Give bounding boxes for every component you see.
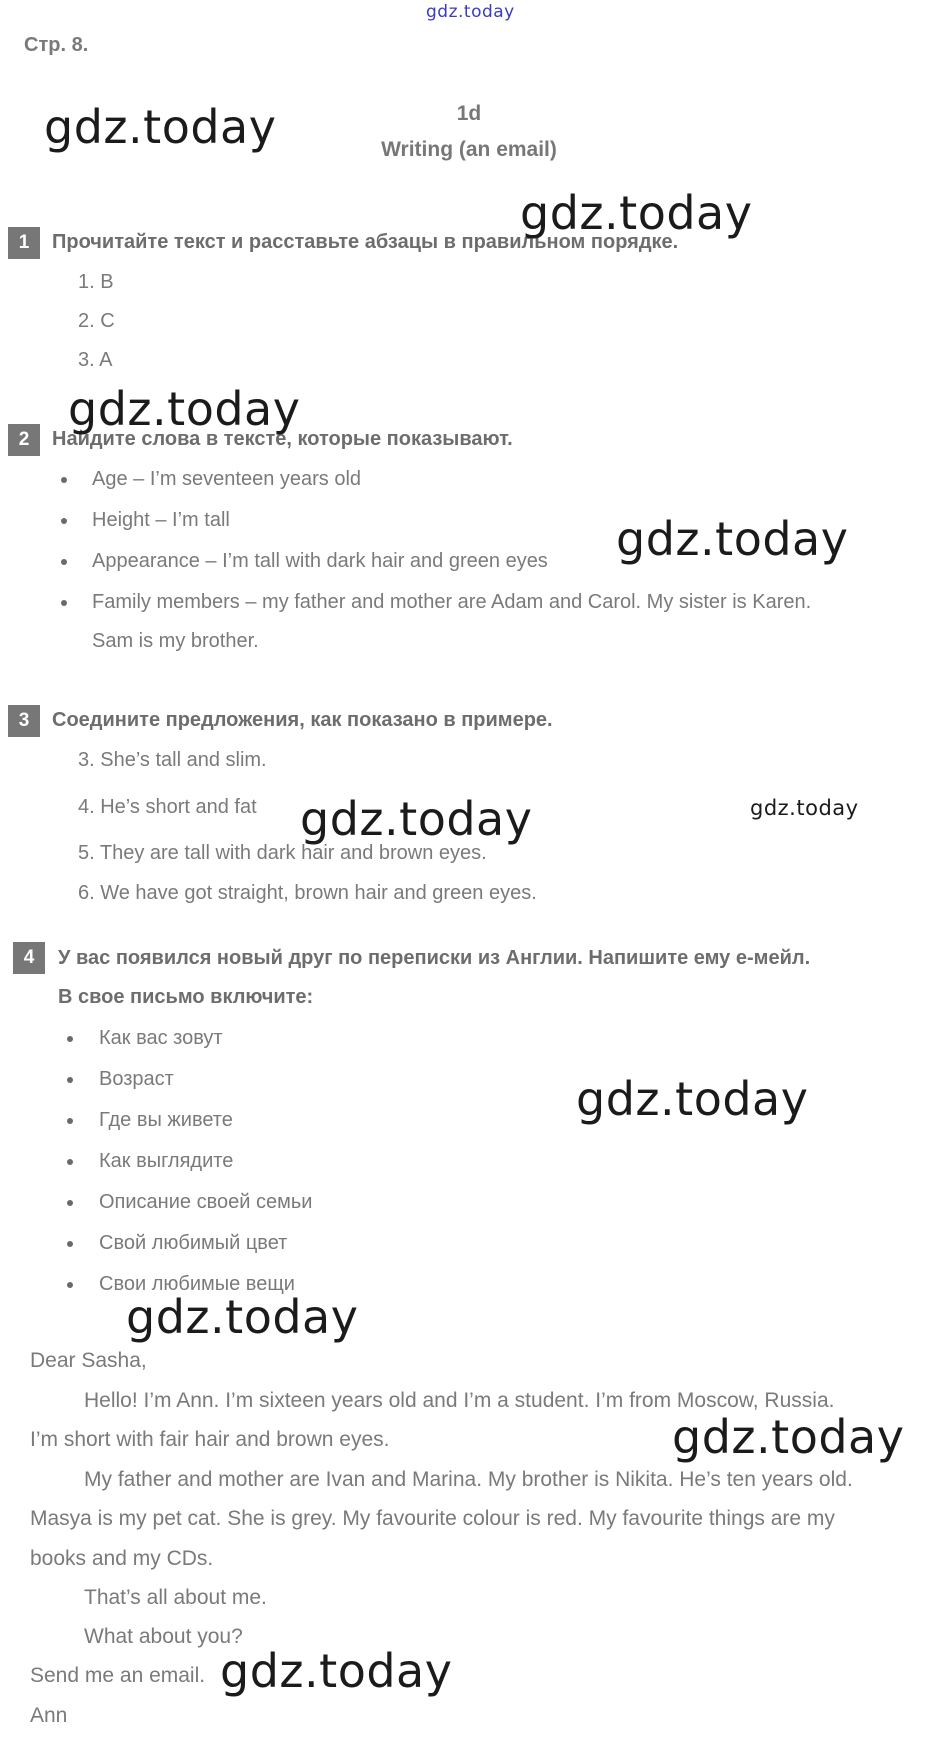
task2-title: Найдите слова в тексте, которые показывают. [52,428,513,450]
watermark: gdz.today [68,382,301,436]
task4-item: Возраст [99,1068,174,1090]
task4-badge: 4 [13,942,45,974]
bullet-icon [61,477,67,483]
watermark: gdz.today [576,1072,809,1126]
letter-closing: Send me an email. [30,1664,206,1687]
task4-subtitle: В свое письмо включите: [58,986,314,1008]
task2-item-continued: Sam is my brother. [92,630,259,652]
bullet-icon [67,1118,73,1124]
task4-item: Свои любимые вещи [99,1273,295,1295]
letter-greeting: Dear Sasha, [30,1349,147,1372]
task3-badge: 3 [8,705,40,737]
unit-title: Writing (an email) [381,138,557,161]
bullet-icon [67,1241,73,1247]
task1-item: 2. C [78,310,115,332]
task4-item: Свой любимый цвет [99,1232,288,1254]
task3-item: 5. They are tall with dark hair and brown eyes. [78,842,487,864]
watermark: gdz.today [220,1644,453,1698]
task4-item: Как выглядите [99,1150,234,1172]
page-number: Стр. 8. [24,34,89,56]
bullet-icon [61,600,67,606]
task4-title: У вас появился новый друг по переписки из Англии. Напишите ему е-мейл. [58,947,811,969]
watermark: gdz.today [750,796,859,820]
bullet-icon [67,1036,73,1042]
task2-item: Appearance – I’m tall with dark hair and green eyes [92,550,548,572]
task3-item: 3. She’s tall and slim. [78,749,267,771]
task1-item: 3. A [78,349,113,371]
task4-item: Где вы живете [99,1109,233,1131]
task1-item: 1. B [78,271,114,293]
task4-item: Как вас зовут [99,1027,223,1049]
task3-item: 6. We have got straight, brown hair and green eyes. [78,882,537,904]
watermark: gdz.today [616,512,849,566]
watermark: gdz.today [126,1290,359,1344]
task2-item: Family members – my father and mother are Adam and Carol. My sister is Karen. [92,591,812,613]
watermark: gdz.today [520,186,753,240]
watermark-top: gdz.today [426,2,515,22]
bullet-icon [61,559,67,565]
bullet-icon [67,1159,73,1165]
task2-item: Height – I’m tall [92,509,230,531]
watermark: gdz.today [672,1410,905,1464]
letter-line: That’s all about me. [84,1586,267,1609]
bullet-icon [61,518,67,524]
letter-line: What about you? [84,1625,243,1648]
watermark: gdz.today [300,792,533,846]
unit-number: 1d [456,102,482,125]
task2-item: Age – I’m seventeen years old [92,468,362,490]
letter-line: Masya is my pet cat. She is grey. My favourite colour is red. My favourite things are my [30,1507,835,1530]
letter-line: My father and mother are Ivan and Marina. My brother is Nikita. He’s ten years old. [84,1468,853,1491]
task1-title: Прочитайте текст и расставьте абзацы в правильном порядке. [52,231,679,253]
bullet-icon [67,1200,73,1206]
task3-item: 4. He’s short and fat [78,796,257,818]
letter-signature: Ann [30,1704,68,1727]
letter-line: Hello! I’m Ann. I’m sixteen years old and I’m a student. I’m from Moscow, Russia. [84,1389,835,1412]
task1-badge: 1 [8,227,40,259]
bullet-icon [67,1282,73,1288]
task4-item: Описание своей семьи [99,1191,313,1213]
task2-badge: 2 [8,424,40,456]
bullet-icon [67,1077,73,1083]
task3-title: Соедините предложения, как показано в примере. [52,709,553,731]
letter-line: books and my CDs. [30,1547,214,1570]
watermark: gdz.today [44,100,277,154]
letter-line: I’m short with fair hair and brown eyes. [30,1428,390,1451]
